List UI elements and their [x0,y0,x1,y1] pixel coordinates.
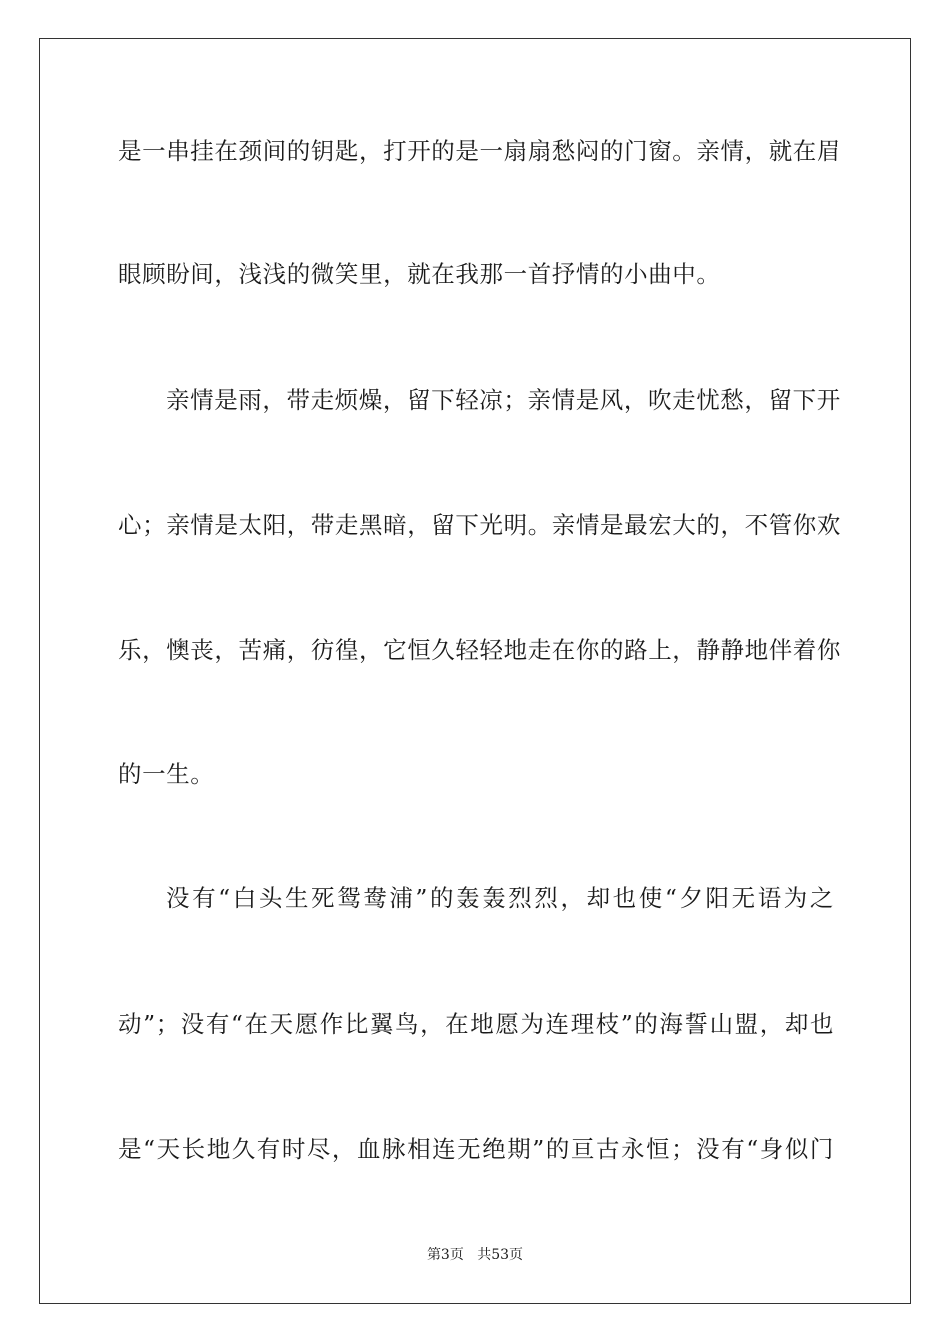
page-number: 第3页 [426,1247,464,1263]
paragraph-start-line: 没有“白头生死鸳鸯浦”的轰轰烈烈，却也使“夕阳无语为之 [166,884,834,912]
page-footer [0,1246,950,1264]
paragraph-start-line: 亲情是雨，带走烦燥，留下轻凉；亲情是风，吹走忧愁，留下开 [166,386,841,414]
text-line: 是“天长地久有时尽，血脉相连无绝期”的亘古永恒；没有“身似门 [118,1135,834,1163]
page-border [39,38,911,1304]
page-total: 共53页 [477,1247,524,1263]
text-line: 乐，懊丧，苦痛，彷徨，它恒久轻轻地走在你的路上，静静地伴着你 [118,636,841,664]
text-line: 心；亲情是太阳，带走黑暗，留下光明。亲情是最宏大的，不管你欢 [118,511,841,539]
text-line: 动”；没有“在天愿作比翼鸟，在地愿为连理枝”的海誓山盟，却也 [118,1010,834,1038]
text-line: 眼顾盼间，浅浅的微笑里，就在我那一首抒情的小曲中。 [118,260,721,288]
text-line: 是一串挂在颈间的钥匙，打开的是一扇扇愁闷的门窗。亲情，就在眉 [118,137,841,165]
text-line: 的一生。 [118,760,215,788]
